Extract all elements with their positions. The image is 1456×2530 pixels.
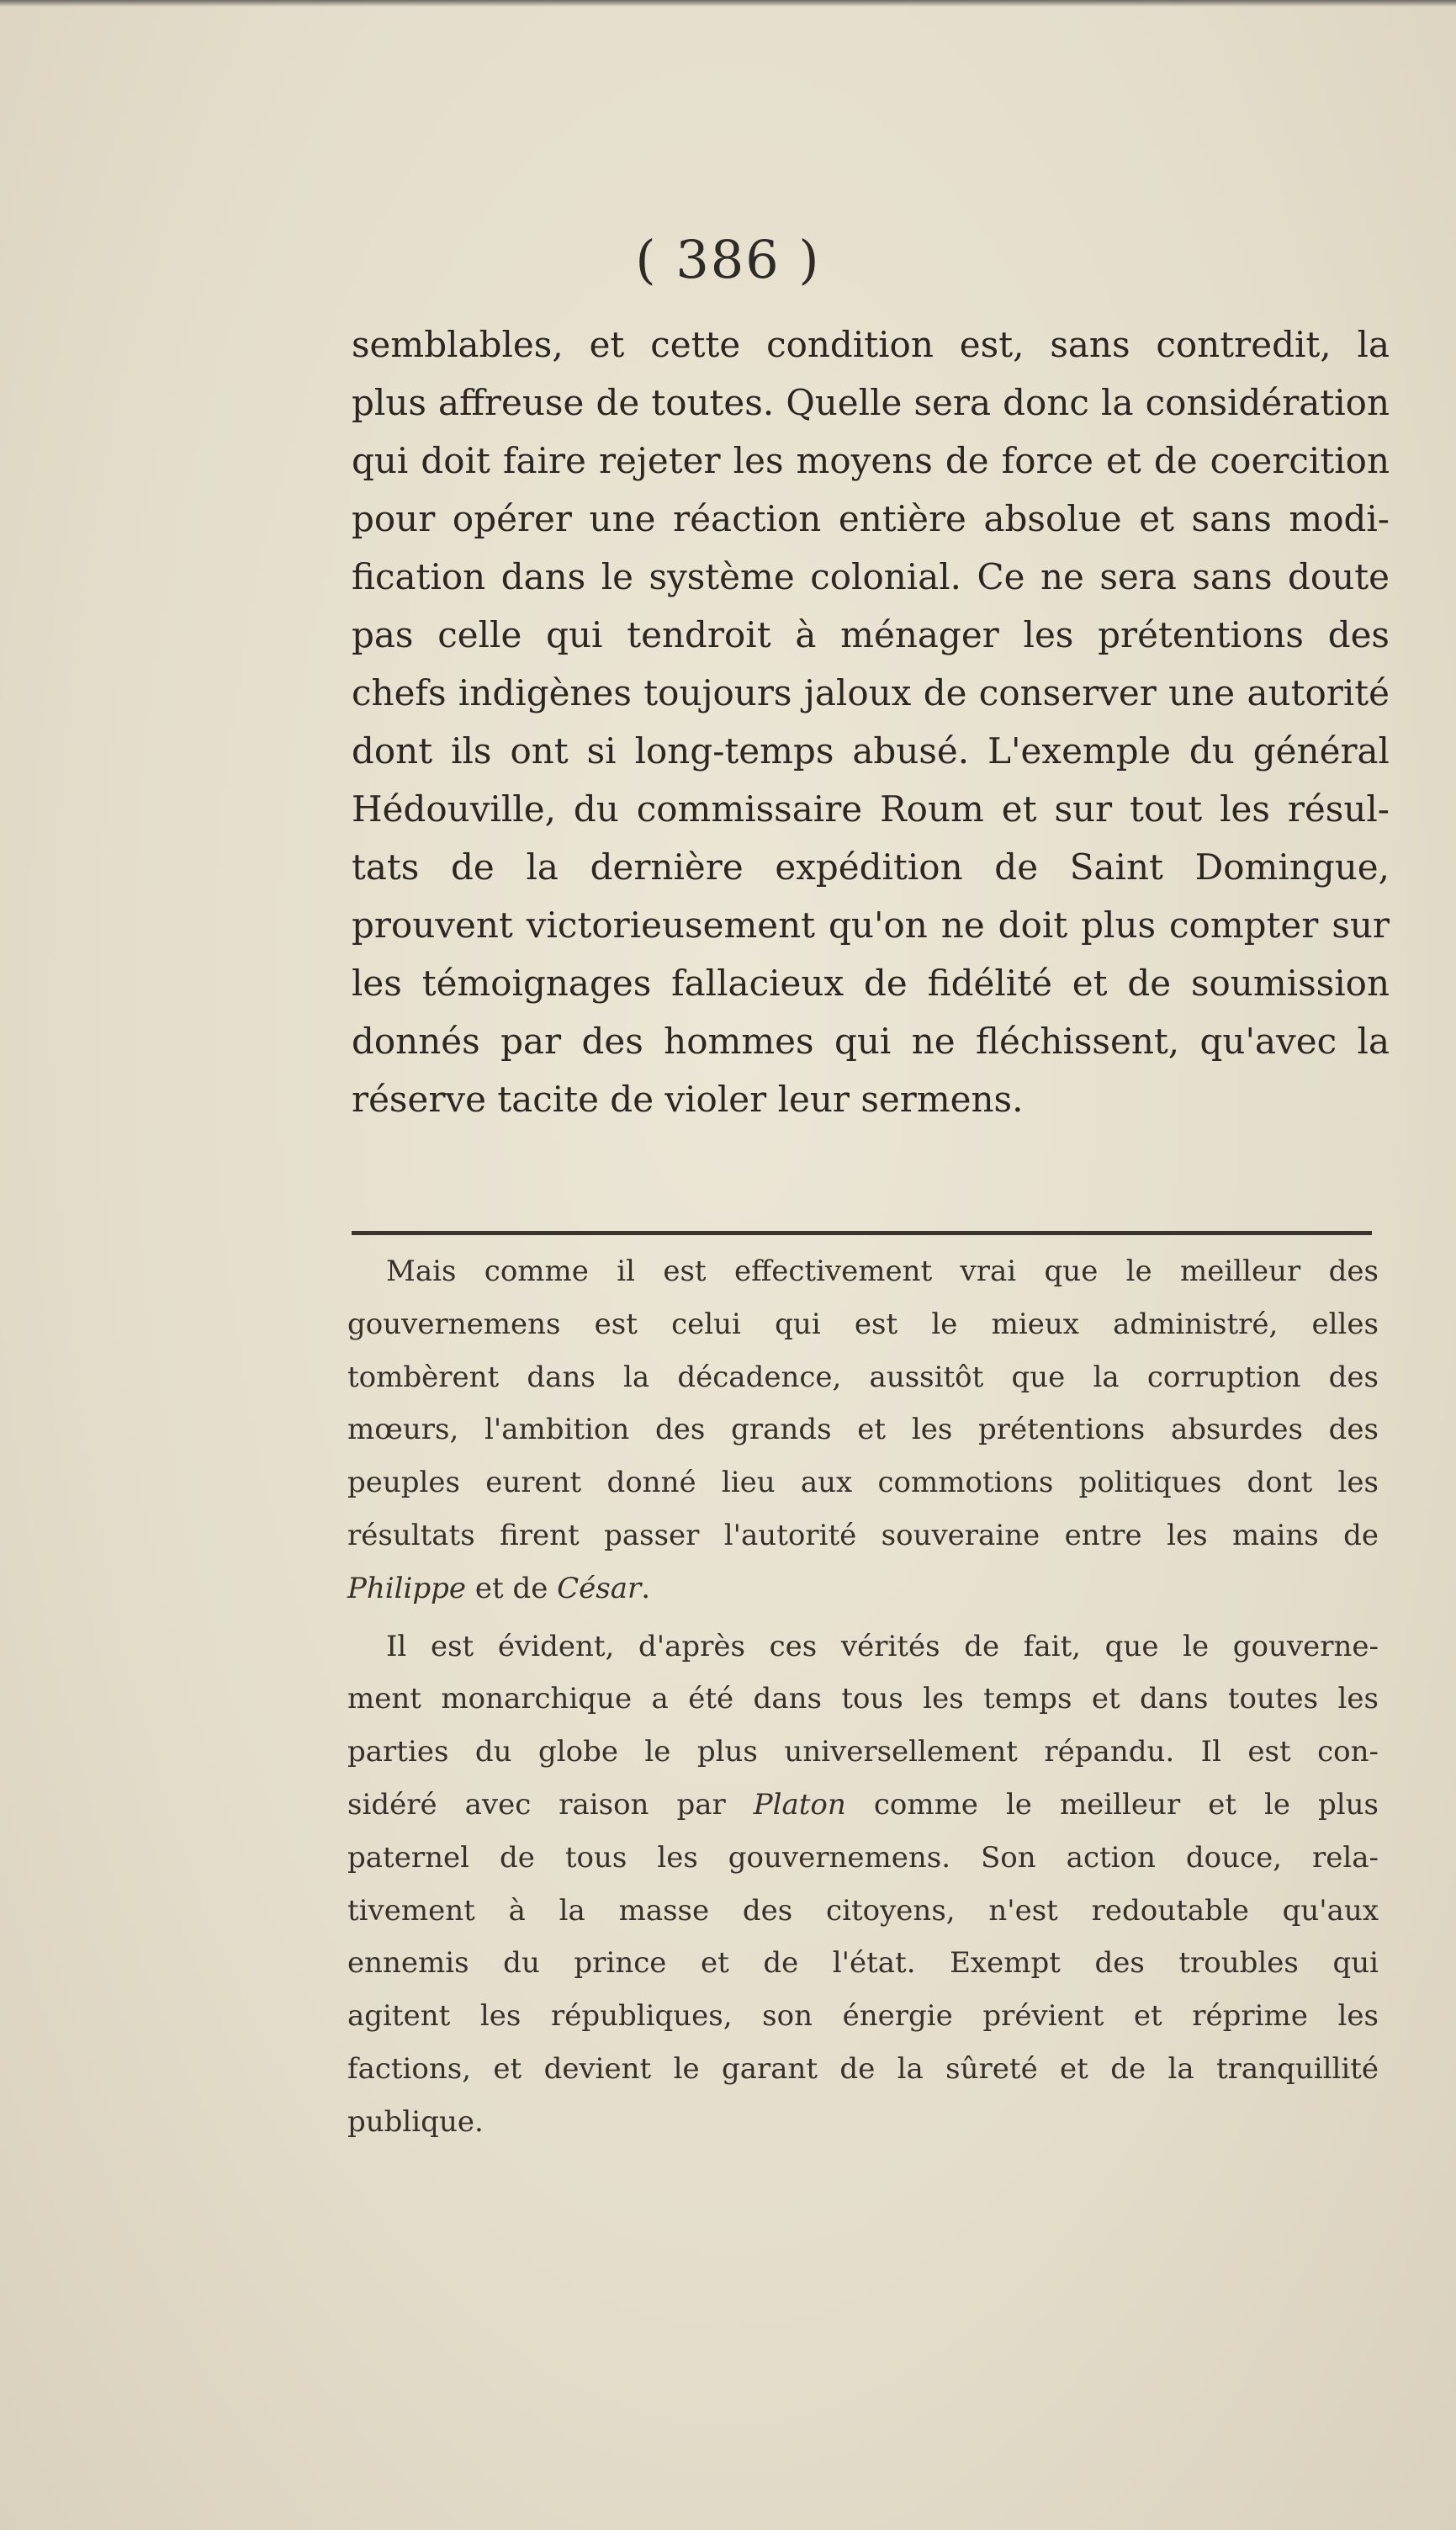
lower-text-block (347, 1245, 1379, 2149)
text-fragment: sidéré avec raison par (347, 1787, 754, 1822)
text-fragment: . (641, 1571, 651, 1605)
text-line: factions, et devient le garant de la sûreté et de la tranquillité (347, 2051, 1379, 2086)
text-line: semblables, et cette condition est, sans contredit, la (352, 324, 1390, 365)
text-line: parties du globe le plus universellement répandu. Il est con- (347, 1735, 1379, 1769)
text-line: Mais comme il est effectivement vrai que le meilleur des (386, 1254, 1379, 1288)
page-number: ( 386 ) (635, 229, 821, 290)
section-divider-rule (352, 1231, 1372, 1235)
text-line: Il est évident, d'après ces vérités de fait, que le gouverne- (386, 1629, 1379, 1663)
text-line: tats de la dernière expédition de Saint Domingue, (352, 846, 1390, 888)
text-line: ennemis du prince et de l'état. Exempt des troubles qui (347, 1946, 1379, 1981)
text-line: pour opérer une réaction entière absolue et sans modi- (352, 498, 1390, 539)
text-line: plus affreuse de toutes. Quelle sera donc la considération (352, 382, 1390, 423)
text-line: ment monarchique a été dans tous les temps et dans toutes les (347, 1682, 1379, 1716)
text-line: dont ils ont si long-temps abusé. L'exemple du général (352, 730, 1390, 772)
text-line: publique. (347, 2104, 484, 2139)
page-top-edge-shadow (0, 0, 1456, 7)
text-line: Hédouville, du commissaire Roum et sur tout les résul- (352, 788, 1390, 830)
italic-name-cesar: César (557, 1571, 642, 1605)
text-line: tombèrent dans la décadence, aussitôt que la corruption des (347, 1360, 1379, 1394)
text-line: les témoignages fallacieux de fidélité et de soumission (352, 963, 1390, 1004)
text-line: chefs indigènes toujours jaloux de conserver une autorité (352, 672, 1390, 713)
text-line: résultats firent passer l'autorité souveraine entre les mains de (347, 1518, 1379, 1552)
text-line: paternel de tous les gouvernemens. Son action douce, rela- (347, 1840, 1379, 1875)
text-line: donnés par des hommes qui ne fléchissent, qu'avec la (352, 1021, 1390, 1062)
text-line: prouvent victorieusement qu'on ne doit plus compter sur (352, 904, 1390, 946)
text-fragment: et de (466, 1571, 558, 1605)
text-line: gouvernemens est celui qui est le mieux administré, elles (347, 1307, 1379, 1341)
text-fragment: comme le meilleur et le plus (845, 1787, 1379, 1822)
text-line: fication dans le système colonial. Ce ne sera sans doute (352, 556, 1390, 597)
italic-name-philippe: Philippe (347, 1571, 467, 1605)
text-line: agitent les républiques, son énergie prévient et réprime les (347, 1999, 1379, 2034)
text-line (347, 1779, 1379, 1832)
text-line: tivement à la masse des citoyens, n'est redoutable qu'aux (347, 1893, 1379, 1928)
text-line: pas celle qui tendroit à ménager les prétentions des (352, 614, 1390, 655)
text-line: peuples eurent donné lieu aux commotions politiques dont les (347, 1466, 1379, 1500)
italic-name-platon: Platon (753, 1787, 846, 1822)
text-line: qui doit faire rejeter les moyens de force et de coercition (352, 440, 1390, 481)
text-line (347, 1562, 1379, 1615)
text-line: réserve tacite de violer leur sermens. (352, 1079, 1024, 1120)
text-line: mœurs, l'ambition des grands et les prétentions absurdes des (347, 1413, 1379, 1447)
upper-text-block (352, 316, 1390, 1128)
